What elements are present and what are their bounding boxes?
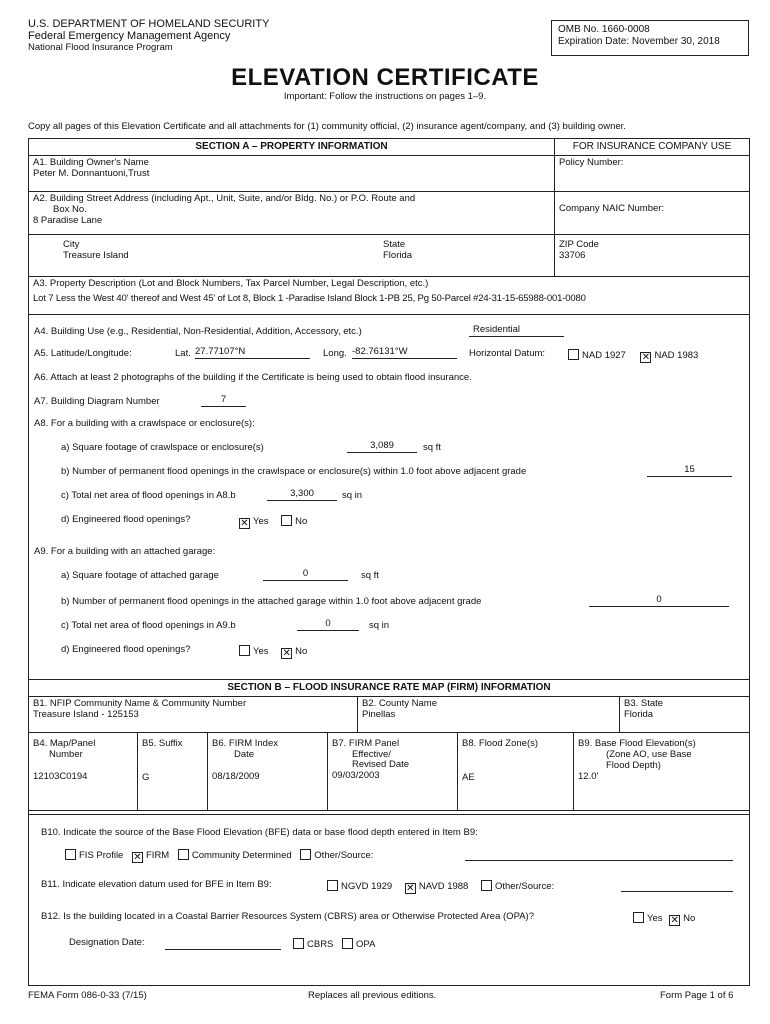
a3-value[interactable]: Lot 7 Less the West 40' thereof and West 45' of Lot 8, Block 1 -Paradise Island Block 1-PB 25, Pg 50-Parcel #24-31-15-65988-001-0080 (33, 292, 586, 304)
a3-row (29, 277, 749, 315)
a8d-yes-label: Yes (253, 516, 269, 527)
community-determined-checkbox[interactable] (178, 849, 189, 860)
b9-label-3: Flood Depth) (606, 759, 661, 771)
section-a-header: SECTION A – PROPERTY INFORMATION (195, 141, 388, 152)
a8d-no-label: No (295, 516, 308, 527)
a8a-unit: sq ft (423, 442, 441, 453)
long-value[interactable]: -82.76131°W (352, 347, 457, 359)
omb-number: OMB No. 1660-0008 (558, 24, 650, 35)
a9d-no-label: No (295, 646, 308, 657)
ngvd-label: NGVD 1929 (341, 881, 393, 892)
community-determined-label: Community Determined (191, 850, 292, 861)
footer-form-number: FEMA Form 086-0-33 (7/15) (28, 990, 147, 1001)
b8-value[interactable]: AE (462, 771, 475, 783)
a9a-value[interactable]: 0 (263, 569, 348, 581)
a8d-label: d) Engineered flood openings? (61, 514, 191, 525)
zip-value[interactable]: 33706 (559, 249, 586, 261)
a4-label: A4. Building Use (e.g., Residential, Non-Residential, Addition, Accessory, etc.) (34, 326, 362, 337)
a1-row (29, 156, 749, 192)
a9d-yes-checkbox[interactable] (239, 645, 250, 656)
opa-checkbox[interactable] (342, 938, 353, 949)
city-label: City (63, 239, 80, 250)
lat-label: Lat. (175, 348, 191, 359)
agency-line-2: Federal Emergency Management Agency (28, 30, 231, 42)
a6-label: A6. Attach at least 2 photographs of the building if the Certificate is being used to obtain flood insurance. (34, 372, 472, 383)
fis-profile-checkbox[interactable] (65, 849, 76, 860)
b6-label-2: Date (234, 748, 255, 760)
a8c-unit: sq in (342, 490, 363, 501)
opa-label: OPA (356, 939, 376, 950)
a9b-value[interactable]: 0 (589, 595, 729, 607)
a9c-unit: sq in (369, 620, 390, 631)
b11-other-checkbox[interactable] (481, 880, 492, 891)
section-b-header-row (29, 679, 749, 697)
b4-label-2: Number (49, 748, 83, 760)
designation-date-field[interactable] (165, 937, 281, 950)
nad1927-checkbox[interactable] (568, 349, 579, 360)
b12-no-checkbox[interactable]: ✕ (670, 915, 679, 926)
a9a-unit: sq ft (361, 570, 379, 581)
b12-yes-checkbox[interactable] (633, 912, 644, 923)
a9d-no-checkbox[interactable]: ✕ (282, 648, 291, 659)
a1-value[interactable]: Peter M. Donnantuoni,Trust (33, 167, 150, 179)
a9a-label: a) Square footage of attached garage (61, 570, 219, 581)
a2-label-2: Box No. (53, 203, 87, 215)
b11-other-label: Other/Source: (494, 881, 555, 892)
copy-instruction: Copy all pages of this Elevation Certificate and all attachments for (1) community official, (2) insurance agent/company, and (3) building owner. (28, 121, 626, 132)
nad1927-label: NAD 1927 (582, 350, 626, 361)
a8b-label: b) Number of permanent flood openings in the crawlspace or enclosure(s) within 1.0 foot above adjacent grade (61, 466, 527, 477)
form-subtitle: Important: Follow the instructions on pages 1–9. (283, 91, 487, 102)
a8b-value[interactable]: 15 (647, 465, 732, 477)
lat-value[interactable]: 27.77107°N (195, 347, 310, 359)
b12-no-label: No (683, 913, 696, 924)
b6-label: B6. FIRM Index (212, 738, 278, 749)
b10-other-source-field[interactable] (465, 848, 733, 861)
a7-value[interactable]: 7 (201, 395, 246, 407)
a9-label: A9. For a building with an attached garage: (34, 546, 216, 557)
navd-label: NAVD 1988 (418, 881, 469, 892)
city-value[interactable]: Treasure Island (63, 249, 129, 261)
b11-other-source-field[interactable] (621, 879, 733, 892)
omb-box (551, 20, 749, 56)
a9c-value[interactable]: 0 (297, 619, 359, 631)
a8c-value[interactable]: 3,300 (267, 489, 337, 501)
a9b-label: b) Number of permanent flood openings in the attached garage within 1.0 foot above adjacent grade (61, 596, 482, 607)
b3-value[interactable]: Florida (624, 708, 654, 720)
b11-label: B11. Indicate elevation datum used for BFE in Item B9: (41, 879, 272, 890)
b9-label: B9. Base Flood Elevation(s) (578, 738, 696, 749)
b5-label: B5. Suffix (142, 738, 183, 749)
nad1983-checkbox[interactable]: ✕ (641, 352, 651, 363)
b3-label: B3. State (624, 698, 664, 709)
b4-b9-row (29, 733, 749, 811)
b10-b12-block (29, 811, 749, 985)
b1-label: B1. NFIP Community Name & Community Number (33, 698, 247, 709)
agency-line-1: U.S. DEPARTMENT OF HOMELAND SECURITY (28, 18, 270, 30)
certificate-form (28, 138, 750, 986)
navd-checkbox[interactable]: ✕ (406, 883, 415, 894)
firm-checkbox[interactable]: ✕ (133, 852, 142, 863)
b1-value[interactable]: Treasure Island - 125153 (33, 708, 139, 720)
state-label: State (383, 239, 406, 250)
nad1983-label: NAD 1983 (654, 350, 699, 361)
footer-replaces: Replaces all previous editions. (308, 990, 437, 1001)
naic-label[interactable]: Company NAIC Number: (559, 203, 665, 214)
a4-value[interactable]: Residential (469, 325, 564, 337)
a5-label: A5. Latitude/Longitude: (34, 348, 132, 359)
designation-date-label: Designation Date: (69, 937, 145, 948)
a8a-label: a) Square footage of crawlspace or enclosure(s) (61, 442, 264, 453)
ngvd-checkbox[interactable] (327, 880, 338, 891)
b2-label: B2. County Name (362, 698, 437, 709)
section-b-header: SECTION B – FLOOD INSURANCE RATE MAP (FIRM) INFORMATION (227, 682, 551, 693)
a9d-yes-label: Yes (253, 646, 269, 657)
insurance-use-header: FOR INSURANCE COMPANY USE (554, 139, 749, 155)
b8-label: B8. Flood Zone(s) (462, 738, 539, 749)
b7-value[interactable]: 09/03/2003 (332, 769, 380, 781)
cbrs-checkbox[interactable] (293, 938, 304, 949)
a2-value[interactable]: 8 Paradise Lane (33, 214, 103, 226)
horizontal-datum-label: Horizontal Datum: (469, 348, 546, 359)
a8d-yes-checkbox[interactable]: ✕ (240, 518, 249, 529)
b12-label: B12. Is the building located in a Coastal Barrier Resources System (CBRS) area or Otherwise Protected Area (OPA)? (41, 911, 534, 922)
a2-label: A2. Building Street Address (including Apt., Unit, Suite, and/or Bldg. No.) or P.O. Route and (33, 193, 416, 204)
a8-label: A8. For a building with a crawlspace or enclosure(s): (34, 418, 255, 429)
footer-page: Form Page 1 of 6 (660, 990, 734, 1001)
long-label: Long. (323, 348, 347, 359)
fis-profile-label: FIS Profile (79, 850, 124, 861)
other-source-checkbox[interactable] (300, 849, 311, 860)
a8a-value[interactable]: 3,089 (347, 441, 417, 453)
agency-block (28, 18, 269, 54)
b9-label-2: (Zone AO, use Base (606, 748, 692, 760)
form-title: ELEVATION CERTIFICATE (231, 64, 539, 91)
b7-label-2: Effective/ (352, 748, 391, 760)
state-value[interactable]: Florida (383, 249, 413, 261)
a3-label: A3. Property Description (Lot and Block Numbers, Tax Parcel Number, Legal Description, etc.) (33, 278, 429, 289)
section-a-header-row (29, 139, 749, 156)
a2-row (29, 192, 749, 235)
b4-label: B4. Map/Panel (33, 738, 96, 749)
b7-label: B7. FIRM Panel (332, 738, 400, 749)
b6-value[interactable]: 08/18/2009 (212, 770, 260, 782)
city-row (29, 235, 749, 277)
a8c-label: c) Total net area of flood openings in A8.b (61, 490, 236, 501)
b7-label-3: Revised Date (352, 758, 410, 770)
a1-label: A1. Building Owner's Name (33, 157, 149, 168)
other-source-label: Other/Source: (314, 850, 374, 861)
b1-b3-row (29, 697, 749, 733)
agency-line-3: National Flood Insurance Program (28, 42, 173, 53)
a7-label: A7. Building Diagram Number (34, 396, 160, 407)
cbrs-label: CBRS (307, 939, 334, 950)
b2-value[interactable]: Pinellas (362, 708, 396, 720)
omb-expiration: Expiration Date: November 30, 2018 (558, 36, 720, 47)
b5-value[interactable]: G (142, 771, 150, 783)
firm-label: FIRM (146, 850, 170, 861)
a9c-label: c) Total net area of flood openings in A9.b (61, 620, 236, 631)
a9d-label: d) Engineered flood openings? (61, 644, 191, 655)
b4-value[interactable]: 12103C0194 (33, 770, 88, 782)
b9-value[interactable]: 12.0' (578, 770, 599, 782)
b12-yes-label: Yes (647, 913, 663, 924)
b10-label: B10. Indicate the source of the Base Flood Elevation (BFE) data or base flood depth entered in Item B9: (41, 827, 478, 838)
zip-label: ZIP Code (559, 239, 599, 250)
policy-number-label[interactable]: Policy Number: (559, 157, 624, 168)
a8d-no-checkbox[interactable] (281, 515, 292, 526)
